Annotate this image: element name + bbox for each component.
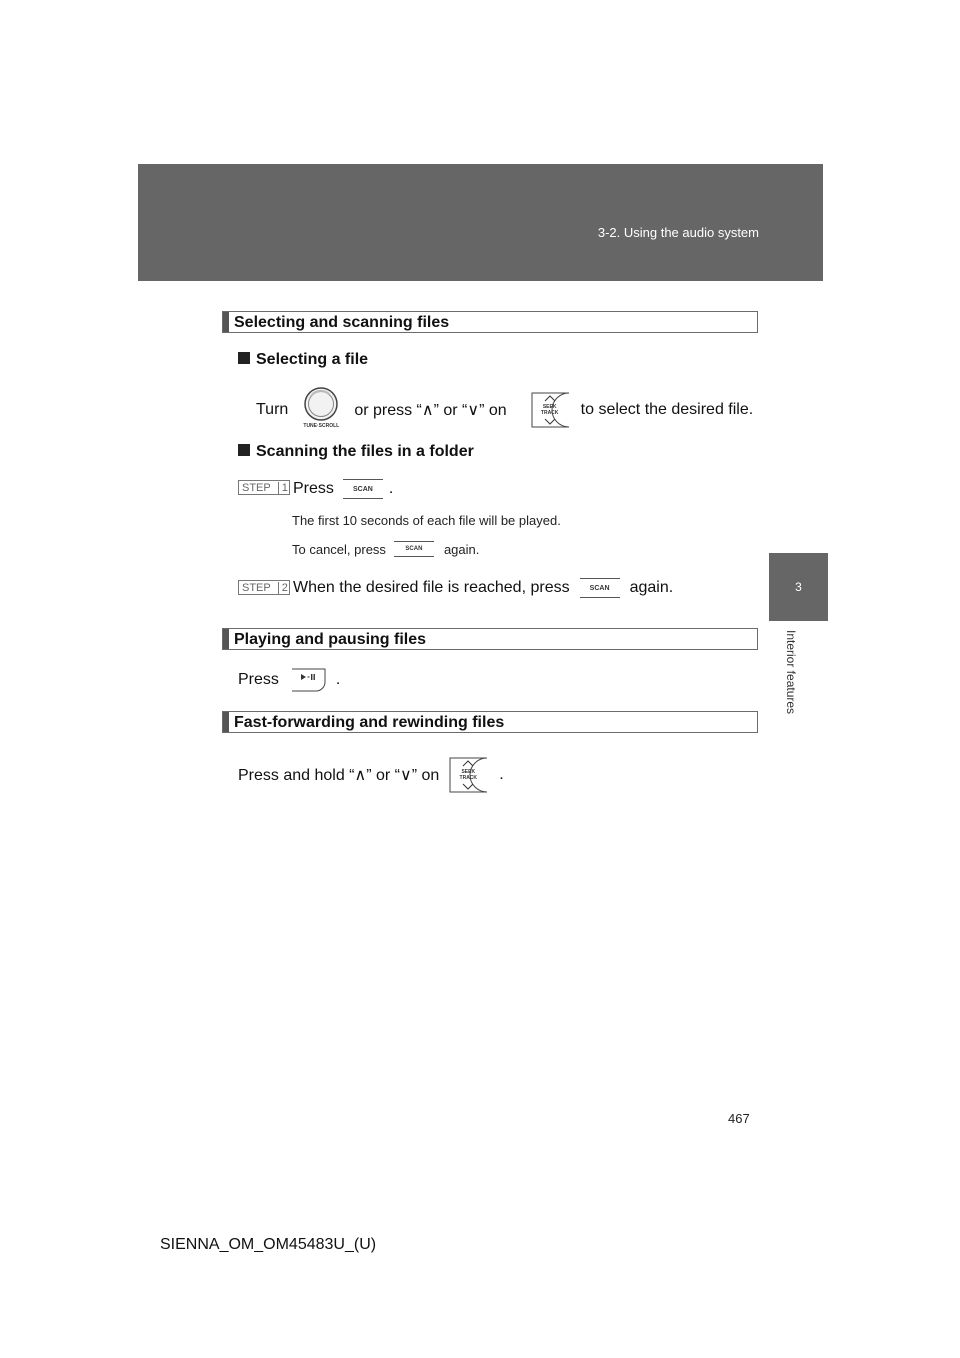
scan-button-icon <box>394 541 434 557</box>
play-pause-button-icon <box>291 668 327 692</box>
note-first-10-seconds <box>292 513 561 528</box>
seek-label <box>531 404 569 416</box>
chapter-label: Interior features <box>784 630 798 715</box>
press-text: Press <box>293 480 334 497</box>
heading-selecting-scanning <box>222 311 758 333</box>
seek-track-button-icon <box>531 392 571 428</box>
page-number: 467 <box>728 1111 750 1126</box>
step-2-instruction <box>293 577 673 599</box>
header-band <box>138 164 823 281</box>
scan-button-icon <box>343 479 383 499</box>
scan-label: SCAN <box>589 584 610 592</box>
chapter-number: 3 <box>795 580 802 594</box>
play-pause-instruction <box>238 668 340 692</box>
scan-label: SCAN <box>352 485 373 493</box>
note-text: To cancel, press <box>292 541 386 557</box>
heading-bar <box>223 312 229 332</box>
note-text: The first 10 seconds of each file will be played. <box>292 513 561 528</box>
period-text: . <box>499 766 504 783</box>
note-cancel <box>292 540 479 558</box>
square-bullet-icon <box>238 352 250 364</box>
chapter-tab <box>769 553 828 621</box>
press-text: Press <box>238 671 279 688</box>
scan-label: SCAN <box>405 546 423 552</box>
heading-text: Fast-forwarding and rewinding files <box>234 714 505 731</box>
seek-label <box>449 769 487 781</box>
seek-label-2: TRACK <box>459 775 478 781</box>
period-text: . <box>388 480 394 497</box>
heading-playing-pausing <box>222 628 758 650</box>
step-2-badge <box>238 580 290 595</box>
or-press-text: or press “∧” or “∨” on <box>354 402 507 419</box>
period-text: . <box>335 671 341 688</box>
tune-scroll-dial-icon <box>296 386 346 434</box>
to-select-text: to select the desired file. <box>580 401 754 418</box>
document-code: SIENNA_OM_OM45483U_(U) <box>160 1236 377 1253</box>
again-text: again. <box>629 579 674 596</box>
step-label: STEP <box>242 581 271 594</box>
seek-track-button-icon <box>449 757 489 793</box>
tune-scroll-label: TUNE·SCROLL <box>303 423 340 429</box>
ff-rw-instruction <box>238 757 504 793</box>
step-number: 2 <box>278 582 288 594</box>
seek-label-2: TRACK <box>540 410 559 416</box>
heading-ff-rw <box>222 711 758 733</box>
subheading-text: Scanning the files in a folder <box>256 443 474 460</box>
heading-text: Playing and pausing files <box>234 631 427 648</box>
heading-bar <box>223 712 229 732</box>
seek-label-1: SEEK <box>542 404 557 410</box>
select-file-instruction <box>256 386 753 434</box>
step-2-text: When the desired file is reached, press <box>293 579 570 596</box>
square-bullet-icon <box>238 444 250 456</box>
section-title: 3-2. Using the audio system <box>597 225 759 240</box>
step-1-badge <box>238 480 290 495</box>
note-text: again. <box>443 541 480 557</box>
scan-button-icon <box>580 578 620 598</box>
subheading-selecting-file <box>238 351 368 369</box>
heading-bar <box>223 629 229 649</box>
heading-text: Selecting and scanning files <box>234 314 450 331</box>
subheading-text: Selecting a file <box>256 351 369 368</box>
subheading-scanning-folder <box>238 443 474 461</box>
step-label: STEP <box>242 481 271 494</box>
press-hold-text: Press and hold “∧” or “∨” on <box>238 767 440 784</box>
step-1-instruction <box>293 478 393 500</box>
turn-text: Turn <box>256 401 289 418</box>
step-number: 1 <box>278 482 288 494</box>
seek-label-1: SEEK <box>461 769 476 775</box>
